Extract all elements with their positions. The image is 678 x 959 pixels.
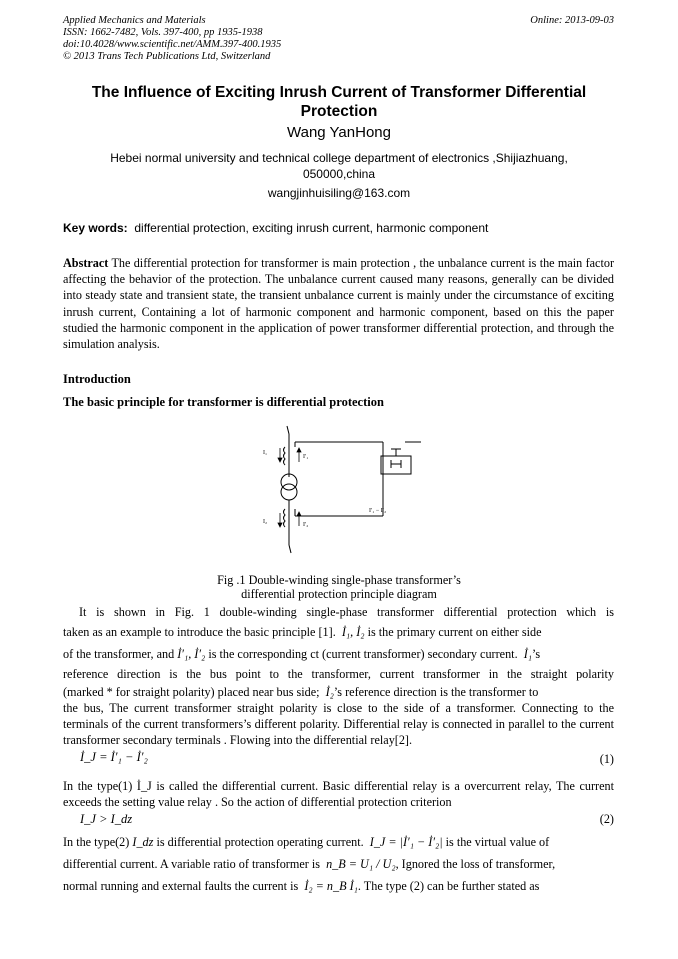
online-date: Online: 2013-09-03 <box>530 15 614 26</box>
label-i1: I₁ <box>263 450 268 456</box>
heading-basic-principle: The basic principle for transformer is differential protection <box>63 395 384 409</box>
body-line-p3-2 <box>63 856 614 872</box>
body-text: of the transformer, and <box>63 647 175 661</box>
body-text: . The type (2) can be further stated as <box>357 879 540 893</box>
symbol-i2: İ₂ <box>325 685 334 699</box>
journal-name: Applied Mechanics and Materials <box>63 15 206 26</box>
journal-header <box>63 15 281 63</box>
caption-line-1: Fig .1 Double-winding single-phase transformer’s <box>217 573 461 587</box>
equation-2-number: (2) <box>599 812 614 826</box>
ct-coil-top <box>284 447 286 465</box>
heading-introduction: Introduction <box>63 372 131 386</box>
body-line-2 <box>63 624 614 640</box>
symbol-primary-currents: İ₁, İ₂ <box>341 625 365 639</box>
issn: ISSN: 1662-7482, Vols. 397-400, pp 1935-1938 <box>63 27 263 38</box>
body-text: differential current. A variable ratio of transformer is <box>63 857 320 871</box>
top-breaker <box>287 426 289 434</box>
body-text: is the virtual value of <box>445 835 550 849</box>
body-text: is differential protection operating current. <box>156 835 364 849</box>
body-line-4: reference direction is the bus point to the transformer, current transformer in the straight polarity <box>63 667 614 681</box>
body-text: ’s <box>532 647 541 661</box>
transformer-winding-2 <box>281 484 297 500</box>
title-line-2: Protection <box>300 103 378 120</box>
equation-ratio: n_B = U₁ / U₂ <box>326 857 396 871</box>
ct-coil-bottom <box>284 509 286 527</box>
body-paragraph-2: In the type(1) İ_J is called the differential current. Basic differential relay is a overcurrent relay, The current exceeds the setting value relay . So the action of differential protection criterion <box>63 779 614 810</box>
author-email: wangjinhuisiling@163.com <box>267 186 411 200</box>
bottom-breaker <box>289 545 291 553</box>
body-text: is the primary current on either side <box>367 625 542 639</box>
equation-1-number: (1) <box>599 752 614 766</box>
body-line-p3-1 <box>63 834 614 850</box>
keywords <box>63 221 488 235</box>
label-i2: I₂ <box>263 519 268 525</box>
symbol-secondary-currents: İ′₁, İ′₂ <box>177 647 206 661</box>
symbol-i1: İ₁ <box>523 647 533 661</box>
affiliation <box>90 150 588 182</box>
equation-i2: İ₂ = n_B İ₁ <box>304 879 358 893</box>
paper-title <box>63 83 615 121</box>
body-text: taken as an example to introduce the basic principle [1]. <box>63 625 336 639</box>
figure-caption <box>63 573 615 601</box>
label-i2-prime: I′₂ <box>303 522 309 528</box>
body-text: normal running and external faults the current is <box>63 879 299 893</box>
body-line-p3-3 <box>63 878 614 894</box>
abstract-label: Abstract <box>63 256 109 270</box>
equation-1: İ_J = İ′₁ − İ′₂ <box>80 750 148 764</box>
body-text: is the corresponding ct (current transformer) secondary current. <box>208 647 518 661</box>
equation-2: I_J > I_dz <box>80 812 133 826</box>
affiliation-line-2: 050000,china <box>302 167 376 181</box>
abstract <box>63 255 614 352</box>
body-line-3 <box>63 646 614 662</box>
author: Wang YanHong <box>287 124 391 141</box>
symbol-idz: I_dz <box>132 835 154 849</box>
body-line-5 <box>63 684 614 700</box>
body-line-1: It is shown in Fig. 1 double-winding single-phase transformer differential protection which is <box>79 605 614 619</box>
abstract-text: The differential protection for transformer is main protection , the unbalance current is the main factor affecting the behavior of the protection. The unbalance current caused many reasons, generally can be divided into steady state and transient state, the transient unbalance current is mainly under the circumstance of exciting inrush current, Containing a lot of harmonic component and harmonic component, based on this the paper studied the harmonic component in the application of power transformer differential protection, and through the simulation analysis. <box>63 256 615 352</box>
label-difference-current: I′₁ − I′₂ <box>369 508 387 514</box>
caption-line-2: differential protection principle diagram <box>241 587 437 601</box>
figure-1-diagram <box>255 420 430 572</box>
copyright: © 2013 Trans Tech Publications Ltd, Switzerland <box>63 51 271 62</box>
body-text: (marked * for straight polarity) placed near bus side; <box>63 685 320 699</box>
doi: doi:10.4028/www.scientific.net/AMM.397-400.1935 <box>63 39 282 50</box>
body-text: ’s reference direction is the transformer to <box>333 685 539 699</box>
keywords-text: differential protection, exciting inrush current, harmonic component <box>134 221 489 235</box>
label-i1-prime: I′₁ <box>303 454 309 460</box>
body-paragraph-continued: the bus, The current transformer straight polarity is close to the side of a transformer. Connecting to the terminals of the current transformers’s different polarity. Differential relay is connected in parallel to the current transformer secondary terminals . Flowing into the differential relay[2]. <box>63 701 614 748</box>
body-text: In the type(2) <box>63 835 130 849</box>
affiliation-line-1: Hebei normal university and technical college department of electronics ,Shijiazhuang, <box>110 151 568 165</box>
keywords-label: Key words: <box>63 221 128 235</box>
body-text: , Ignored the loss of transformer, <box>395 857 556 871</box>
equation-ij-abs: I_J = |İ′₁ − İ′₂| <box>369 835 443 849</box>
differential-relay <box>381 456 411 474</box>
title-line-1: The Influence of Exciting Inrush Current of Transformer Differential <box>91 84 587 101</box>
